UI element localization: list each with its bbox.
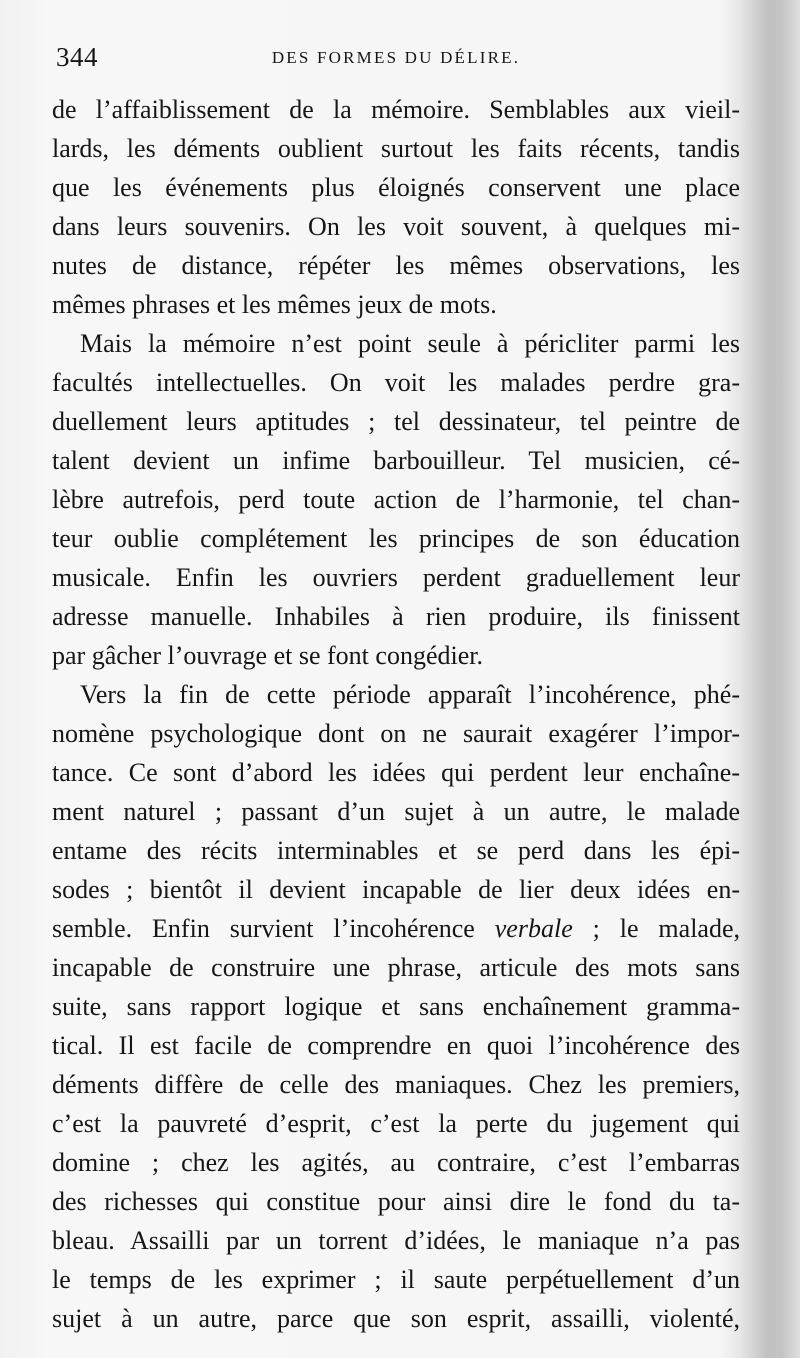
text-line: sujet à un autre, parce que son esprit, assailli, violenté, bbox=[52, 1304, 740, 1333]
text-line: entame des récits interminables et se perd dans les épi- bbox=[52, 836, 740, 865]
text-line: de l’affaiblissement de la mémoire. Semblables aux vieil- bbox=[52, 95, 740, 124]
text-line: Vers la fin de cette période apparaît l’incohérence, phé- bbox=[80, 680, 740, 709]
text-line: bleau. Assailli par un torrent d’idées, le maniaque n’a pas bbox=[52, 1226, 740, 1255]
text-line: que les événements plus éloignés conservent une place bbox=[52, 173, 740, 202]
text-line: nutes de distance, répéter les mêmes observations, les bbox=[52, 251, 740, 280]
text-line: par gâcher l’ouvrage et se font congédier. bbox=[52, 641, 483, 670]
body-text bbox=[52, 90, 740, 1338]
italic-word: verbale bbox=[494, 914, 573, 943]
text-line: teur oublie complétement les principes de son éducation bbox=[52, 524, 740, 553]
text-line: c’est la pauvreté d’esprit, c’est la perte du jugement qui bbox=[52, 1109, 740, 1138]
text-line: incapable de construire une phrase, articule des mots sans bbox=[52, 953, 740, 982]
text-line: domine ; chez les agités, au contraire, c’est l’embarras bbox=[52, 1148, 740, 1177]
text-line: suite, sans rapport logique et sans enchaînement gramma- bbox=[52, 992, 740, 1021]
text-line: des richesses qui constitue pour ainsi dire le fond du ta- bbox=[52, 1187, 740, 1216]
page-edge-shadow bbox=[740, 0, 800, 1358]
text-line: déments diffère de celle des maniaques. Chez les premiers, bbox=[52, 1070, 740, 1099]
paragraph bbox=[52, 324, 740, 675]
text-line: musicale. Enfin les ouvriers perdent graduellement leur bbox=[52, 563, 740, 592]
page-header bbox=[52, 36, 740, 90]
text-line: adresse manuelle. Inhabiles à rien produire, ils finissent bbox=[52, 602, 740, 631]
text-line: facultés intellectuelles. On voit les malades perdre gra- bbox=[52, 368, 740, 397]
paragraph bbox=[52, 90, 740, 324]
text-line: semble. Enfin survient l’incohérence verbale ; le malade, bbox=[52, 914, 741, 943]
paragraph bbox=[52, 675, 740, 1338]
text-line: lards, les déments oublient surtout les faits récents, tandis bbox=[52, 134, 740, 163]
text-line: talent devient un infime barbouilleur. Tel musicien, cé- bbox=[52, 446, 740, 475]
text-line: nomène psychologique dont on ne saurait exagérer l’impor- bbox=[52, 719, 740, 748]
text-line: tance. Ce sont d’abord les idées qui perdent leur enchaîne- bbox=[52, 758, 740, 787]
running-title: DES FORMES DU DÉLIRE. bbox=[271, 48, 521, 67]
text-line: mêmes phrases et les mêmes jeux de mots. bbox=[52, 290, 497, 319]
text-line: Mais la mémoire n’est point seule à péricliter parmi les bbox=[80, 329, 740, 358]
text-line: ment naturel ; passant d’un sujet à un autre, le malade bbox=[52, 797, 740, 826]
page-number: 344 bbox=[56, 42, 98, 72]
text-line: duellement leurs aptitudes ; tel dessinateur, tel peintre de bbox=[52, 407, 740, 436]
text-line: tical. Il est facile de comprendre en quoi l’incohérence des bbox=[52, 1031, 740, 1060]
text-line: lèbre autrefois, perd toute action de l’harmonie, tel chan- bbox=[52, 485, 740, 514]
text-line: sodes ; bientôt il devient incapable de lier deux idées en- bbox=[52, 875, 740, 904]
book-page bbox=[52, 36, 740, 1338]
text-line: dans leurs souvenirs. On les voit souvent, à quelques mi- bbox=[52, 212, 740, 241]
text-line: le temps de les exprimer ; il saute perpétuellement d’un bbox=[52, 1265, 740, 1294]
